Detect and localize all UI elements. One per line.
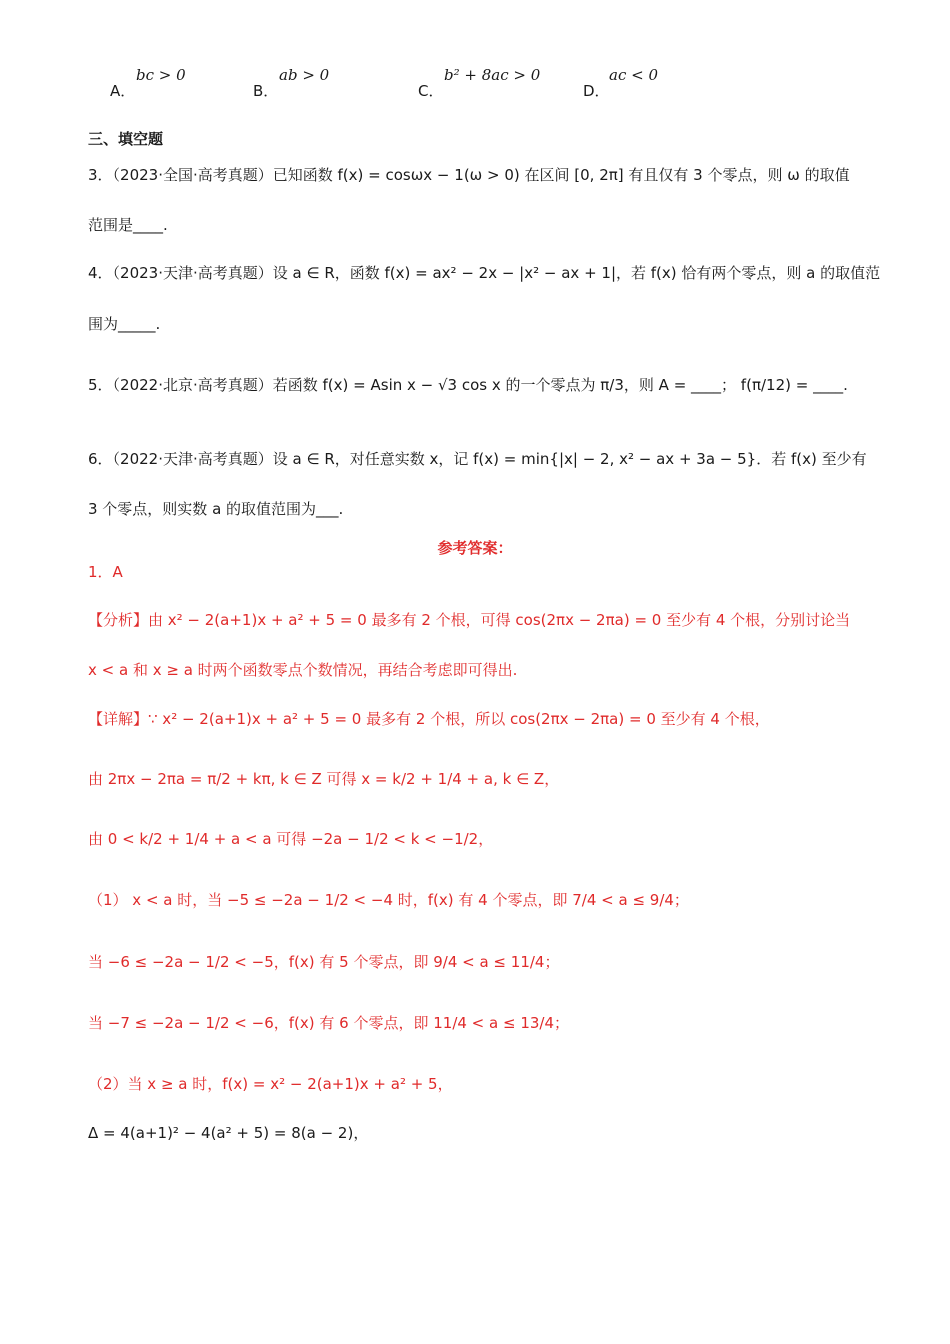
option-c-label: C． [418, 82, 444, 100]
option-b-label: B． [253, 82, 279, 100]
question-4-line-1: 4．（2023·天津·高考真题）设 a ∈ R，函数 f(x) = ax² − 2x − |x² − ax + 1|，若 f(x) 恰有两个零点，则 a 的取值范 [88, 264, 881, 282]
option-c-expr: b² + 8ac > 0 [444, 66, 541, 84]
option-a [110, 66, 230, 98]
analysis-line-1: 【分析】由 x² − 2(a+1)x + a² + 5 = 0 最多有 2 个根，可得 cos(2πx − 2πa) = 0 至少有 4 个根，分别讨论当 [88, 611, 851, 629]
option-c [418, 66, 568, 98]
analysis-line-2: x < a 和 x ≥ a 时两个函数零点个数情况，再结合考虑即可得出. [88, 661, 518, 679]
answer-title: 参考答案： [437, 539, 513, 557]
answer-1: 1．A [88, 563, 123, 581]
option-a-label: A． [110, 82, 136, 100]
case-1-line-3: 当 −7 ≤ −2a − 1/2 < −6，f(x) 有 6 个零点，即 11/4 < a ≤ 13/4； [88, 1014, 569, 1032]
question-6-line-2: 3 个零点，则实数 a 的取值范围为___. [88, 500, 344, 518]
question-6-line-1: 6．（2022·天津·高考真题）设 a ∈ R，对任意实数 x，记 f(x) = min{|x| − 2, x² − ax + 3a − 5}．若 f(x) 至少有 [88, 450, 867, 468]
question-5: 5．（2022·北京·高考真题）若函数 f(x) = Asin x − √3 cos x 的一个零点为 π/3，则 A = ____； f(π/12) = ____. [88, 376, 848, 394]
option-d-expr: ac < 0 [609, 66, 658, 84]
option-d-label: D． [583, 82, 610, 100]
question-4-line-2: 围为_____. [88, 315, 161, 333]
detail-line-2: 由 2πx − 2πa = π/2 + kπ, k ∈ Z 可得 x = k/2 + 1/4 + a, k ∈ Z， [88, 770, 560, 788]
question-3-line-2: 范围是____. [88, 216, 168, 234]
question-3-line-1: 3．（2023·全国·高考真题）已知函数 f(x) = cosωx − 1(ω > 0) 在区间 [0, 2π] 有且仅有 3 个零点，则 ω 的取值 [88, 166, 850, 184]
case-2-line-2: Δ = 4(a+1)² − 4(a² + 5) = 8(a − 2)， [88, 1124, 369, 1142]
detail-line-3: 由 0 < k/2 + 1/4 + a < a 可得 −2a − 1/2 < k < −1/2， [88, 830, 494, 848]
option-b-expr: ab > 0 [279, 66, 330, 84]
option-d [583, 66, 703, 98]
option-b [253, 66, 373, 98]
section-title: 三、填空题 [88, 130, 164, 148]
detail-line-1: 【详解】∵ x² − 2(a+1)x + a² + 5 = 0 最多有 2 个根，所以 cos(2πx − 2πa) = 0 至少有 4 个根， [88, 710, 770, 728]
case-2-line-1: （2）当 x ≥ a 时，f(x) = x² − 2(a+1)x + a² + 5， [88, 1075, 453, 1093]
case-1-line-2: 当 −6 ≤ −2a − 1/2 < −5，f(x) 有 5 个零点，即 9/4 < a ≤ 11/4； [88, 953, 560, 971]
option-a-expr: bc > 0 [136, 66, 186, 84]
case-1-line-1: （1） x < a 时，当 −5 ≤ −2a − 1/2 < −4 时，f(x) 有 4 个零点，即 7/4 < a ≤ 9/4； [88, 891, 689, 909]
